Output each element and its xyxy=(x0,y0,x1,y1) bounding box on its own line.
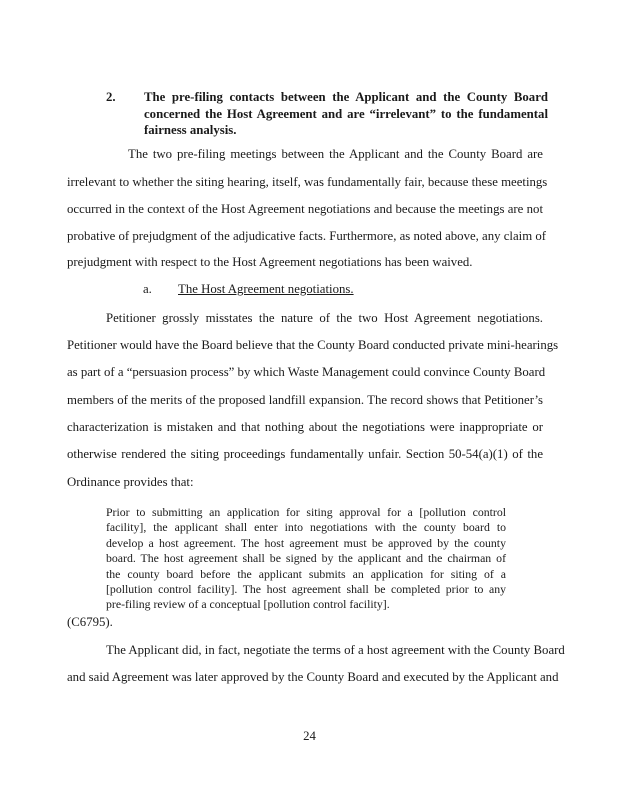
quote-line: facility], the applicant shall enter into negotiations with the county board to xyxy=(106,520,506,534)
paragraph-line: Petitioner would have the Board believe that the County Board conducted private mini-hearings xyxy=(67,338,559,352)
paragraph-line: The Applicant did, in fact, negotiate the terms of a host agreement with the County Board xyxy=(106,643,565,657)
paragraph-line: characterization is mistaken and that nothing about the negotiations were inappropriate or xyxy=(67,420,543,434)
paragraph-line: members of the merits of the proposed landfill expansion. The record shows that Petitioner’s xyxy=(67,393,543,407)
paragraph-line: The two pre-filing meetings between the Applicant and the County Board are xyxy=(128,147,543,161)
quote-line: [pollution control facility]. The host agreement shall be completed prior to any xyxy=(106,582,506,596)
paragraph-line: probative of prejudgment of the adjudicative facts. Furthermore, as noted above, any claim of xyxy=(67,229,547,243)
paragraph-line: irrelevant to whether the siting hearing, itself, was fundamentally fair, because these meetings xyxy=(67,175,548,189)
paragraph-line: Ordinance provides that: xyxy=(67,475,194,489)
paragraph-line: and said Agreement was later approved by the County Board and executed by the Applicant and xyxy=(67,670,559,684)
paragraph-line: Petitioner grossly misstates the nature of the two Host Agreement negotiations. xyxy=(106,311,543,325)
section-number: 2. xyxy=(106,90,116,104)
quote-line: Prior to submitting an application for siting approval for a [pollution control xyxy=(106,505,506,519)
quote-line: pre-filing review of a conceptual [pollution control facility]. xyxy=(106,597,390,611)
record-citation: (C6795). xyxy=(67,615,113,629)
quote-line: board. The host agreement shall be signed by the applicant and the chairman of xyxy=(106,551,506,565)
section-title: The pre-filing contacts between the Applicant and the County Board concerned the Host Agreement and are “irrelevant” to the fundamental fairness analysis. xyxy=(144,90,548,137)
quote-line: the county board before the applicant submits an application for siting of a xyxy=(106,567,506,581)
paragraph-line: occurred in the context of the Host Agreement negotiations and because the meetings are not xyxy=(67,202,543,216)
paragraph-line: otherwise rendered the siting proceedings fundamentally unfair. Section 50-54(a)(1) of the xyxy=(67,447,543,461)
quote-line: develop a host agreement. The host agreement must be approved by the county xyxy=(106,536,506,550)
subsection-letter: a. xyxy=(143,282,152,296)
subsection-title: The Host Agreement negotiations. xyxy=(178,282,354,296)
paragraph-line: prejudgment with respect to the Host Agreement negotiations has been waived. xyxy=(67,255,473,269)
page-number: 24 xyxy=(303,729,316,743)
paragraph-line: as part of a “persuasion process” by which Waste Management could convince County Board xyxy=(67,365,546,379)
